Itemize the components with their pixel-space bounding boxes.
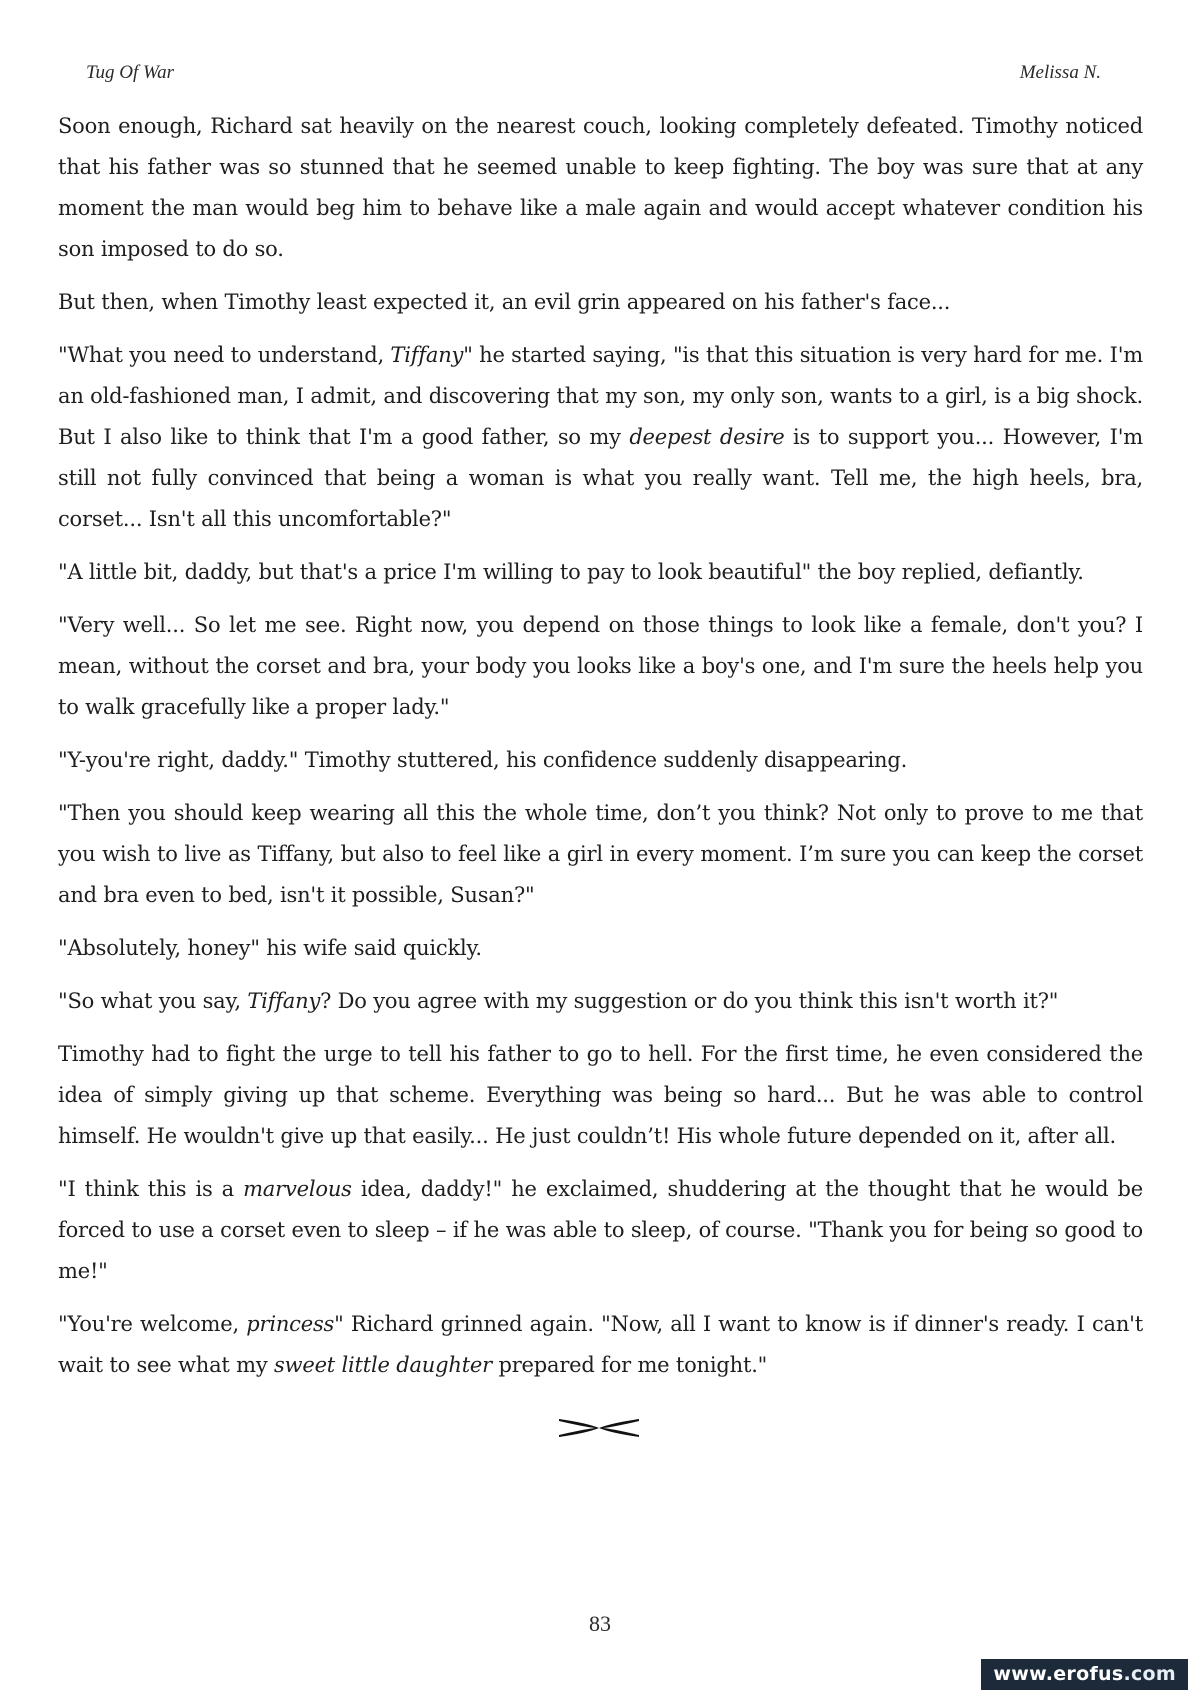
- watermark-prefix: www.: [993, 1663, 1054, 1685]
- text-run: "You're welcome,: [58, 1312, 247, 1336]
- paragraph: "Absolutely, honey" his wife said quickly.: [58, 936, 482, 960]
- paragraph: Soon enough, Richard sat heavily on the nearest couch, looking completely defeated. Timothy noticed that his father was so stunned that he seemed unable to keep fighting. The boy was sure that at any moment the man would beg him to behave like a male again and would accept whatever condition his son imposed to do so.: [58, 114, 1143, 261]
- author-name: Melissa N.: [1019, 62, 1101, 83]
- paragraph: [58, 1304, 1143, 1386]
- italic-text: Tiffany: [247, 989, 321, 1013]
- paragraph: [58, 981, 1143, 1022]
- italic-text: princess: [246, 1312, 335, 1336]
- paragraph: [58, 1169, 1143, 1292]
- text-run: "What you need to understand,: [58, 343, 391, 367]
- paragraph: [58, 335, 1143, 540]
- page-body: [58, 106, 1143, 1398]
- text-run: "I think this is a: [58, 1177, 244, 1201]
- italic-text: deepest desire: [629, 425, 785, 449]
- watermark-suffix: .com: [1123, 1663, 1176, 1685]
- text-run: "So what you say,: [58, 989, 248, 1013]
- paragraph: "Very well... So let me see. Right now, you depend on those things to look like a female, don't you? I mean, without the corset and bra, your body you looks like a boy's one, and I'm sure the heels help you to walk gracefully like a proper lady.": [58, 613, 1143, 719]
- italic-text: marvelous: [243, 1177, 352, 1201]
- text-run: " Richard grinned again. "Now, all I want to know is if dinner's ready. I can't wait to see what my: [58, 1312, 1143, 1377]
- paragraph: But then, when Timothy least expected it, an evil grin appeared on his father's face...: [58, 290, 951, 314]
- watermark-brand: erofus: [1053, 1663, 1124, 1685]
- paragraph: "Then you should keep wearing all this the whole time, don’t you think? Not only to prove to me that you wish to live as Tiffany, but also to feel like a girl in every moment. I’m sure you can keep the corset and bra even to bed, isn't it possible, Susan?": [58, 801, 1143, 907]
- running-header: [86, 62, 1114, 92]
- page-number: 83: [589, 1611, 611, 1636]
- text-run: " he started saying, "is that this situation is very hard for me. I'm an old-fashioned man, I admit, and discovering that my son, my only son, wants to a girl, is a big shock. But I also like to think that I'm a good father, so my: [58, 343, 1143, 449]
- text-run: prepared for me tonight.": [492, 1353, 768, 1377]
- book-title: Tug Of War: [86, 62, 174, 83]
- site-watermark: [981, 1659, 1188, 1690]
- italic-text: Tiffany: [390, 343, 464, 367]
- italic-text: sweet little daughter: [273, 1353, 492, 1377]
- text-run: ? Do you agree with my suggestion or do you think this isn't worth it?": [320, 989, 1059, 1013]
- paragraph: Timothy had to fight the urge to tell his father to go to hell. For the first time, he even considered the idea of simply giving up that scheme. Everything was being so hard... But he was able to control himself. He wouldn't give up that easily... He just couldn’t! His whole future depended on it, after all.: [58, 1042, 1143, 1148]
- text-run: idea, daddy!" he exclaimed, shuddering at the thought that he would be forced to use a corset even to sleep – if he was able to sleep, of course. "Thank you for being so good to me!": [58, 1177, 1143, 1283]
- text-run: is to support you... However, I'm still not fully convinced that being a woman is what you really want. Tell me, the high heels, bra, corset... Isn't all this uncomfortable?": [58, 425, 1144, 531]
- paragraph: "A little bit, daddy, but that's a price I'm willing to pay to look beautiful" the boy replied, defiantly.: [58, 560, 1084, 584]
- paragraph: "Y-you're right, daddy." Timothy stuttered, his confidence suddenly disappearing.: [58, 748, 908, 772]
- section-break-ornament-icon: [557, 1415, 641, 1441]
